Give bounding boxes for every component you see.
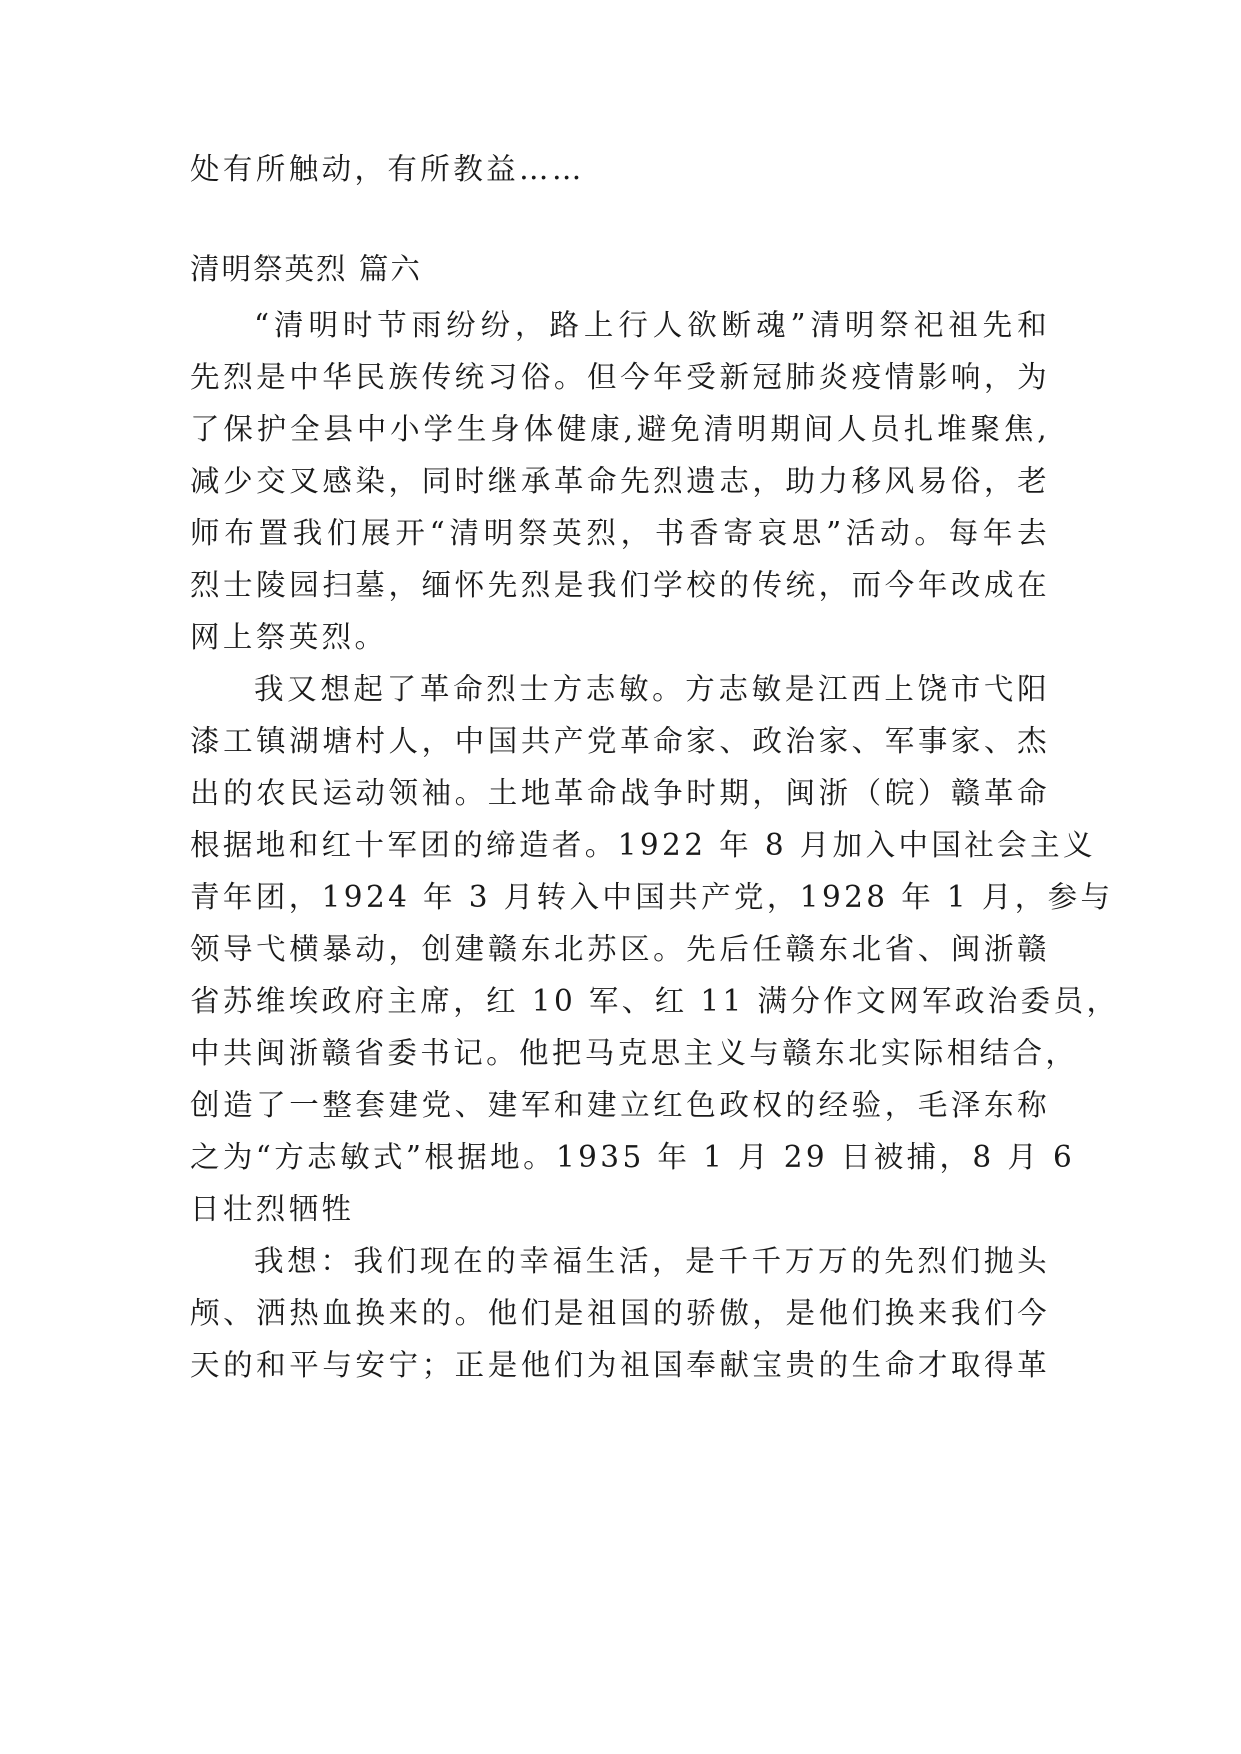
paragraph-1-line: 减少交叉感染，同时继承革命先烈遗志，助力移风易俗，老 bbox=[190, 464, 1050, 498]
paragraph-2-line: 领导弋横暴动，创建赣东北苏区。先后任赣东北省、闽浙赣 bbox=[190, 932, 1050, 966]
paragraph-2-line: 根据地和红十军团的缔造者。1922 年 8 月加入中国社会主义 bbox=[190, 828, 1096, 862]
paragraph-2-line: 创造了一整套建党、建军和建立红色政权的经验，毛泽东称 bbox=[190, 1088, 1050, 1122]
paragraph-1-line: 烈士陵园扫墓，缅怀先烈是我们学校的传统，而今年改成在 bbox=[190, 568, 1050, 602]
paragraph-2-line: 我又想起了革命烈士方志敏。方志敏是江西上饶市弋阳 bbox=[254, 672, 1050, 706]
paragraph-2-line: 青年团，1924 年 3 月转入中国共产党，1928 年 1 月，参与 bbox=[190, 880, 1114, 914]
paragraph-3-line: 我想：我们现在的幸福生活，是千千万万的先烈们抛头 bbox=[254, 1244, 1050, 1278]
paragraph-1-line: 了保护全县中小学生身体健康,避免清明期间人员扎堆聚焦, bbox=[190, 412, 1050, 446]
paragraph-2-line: 中共闽浙赣省委书记。他把马克思主义与赣东北实际相结合， bbox=[190, 1036, 1079, 1070]
paragraph-1-line: 先烈是中华民族传统习俗。但今年受新冠肺炎疫情影响，为 bbox=[190, 360, 1050, 394]
paragraph-2-line: 之为“方志敏式”根据地。1935 年 1 月 29 日被捕，8 月 6 bbox=[190, 1140, 1076, 1174]
paragraph-2-line: 漆工镇湖塘村人，中国共产党革命家、政治家、军事家、杰 bbox=[190, 724, 1050, 758]
paragraph-2-line: 出的农民运动领袖。土地革命战争时期，闽浙（皖）赣革命 bbox=[190, 776, 1050, 810]
paragraph-1-line: “清明时节雨纷纷，路上行人欲断魂”清明祭祀祖先和 bbox=[254, 308, 1050, 342]
paragraph-1-line: 网上祭英烈。 bbox=[190, 620, 388, 654]
previous-paragraph-tail: 处有所触动，有所教益…… bbox=[190, 152, 585, 186]
paragraph-2-line: 省苏维埃政府主席，红 10 军、红 11 满分作文网军政治委员， bbox=[190, 984, 1120, 1018]
paragraph-2-line: 日壮烈牺牲 bbox=[190, 1192, 355, 1226]
paragraph-1-line: 师布置我们展开“清明祭英烈，书香寄哀思”活动。每年去 bbox=[190, 516, 1050, 550]
paragraph-3-line: 天的和平与安宁；正是他们为祖国奉献宝贵的生命才取得革 bbox=[190, 1348, 1050, 1382]
section-title: 清明祭英烈 篇六 bbox=[190, 252, 422, 286]
paragraph-3-line: 颅、洒热血换来的。他们是祖国的骄傲，是他们换来我们今 bbox=[190, 1296, 1050, 1330]
